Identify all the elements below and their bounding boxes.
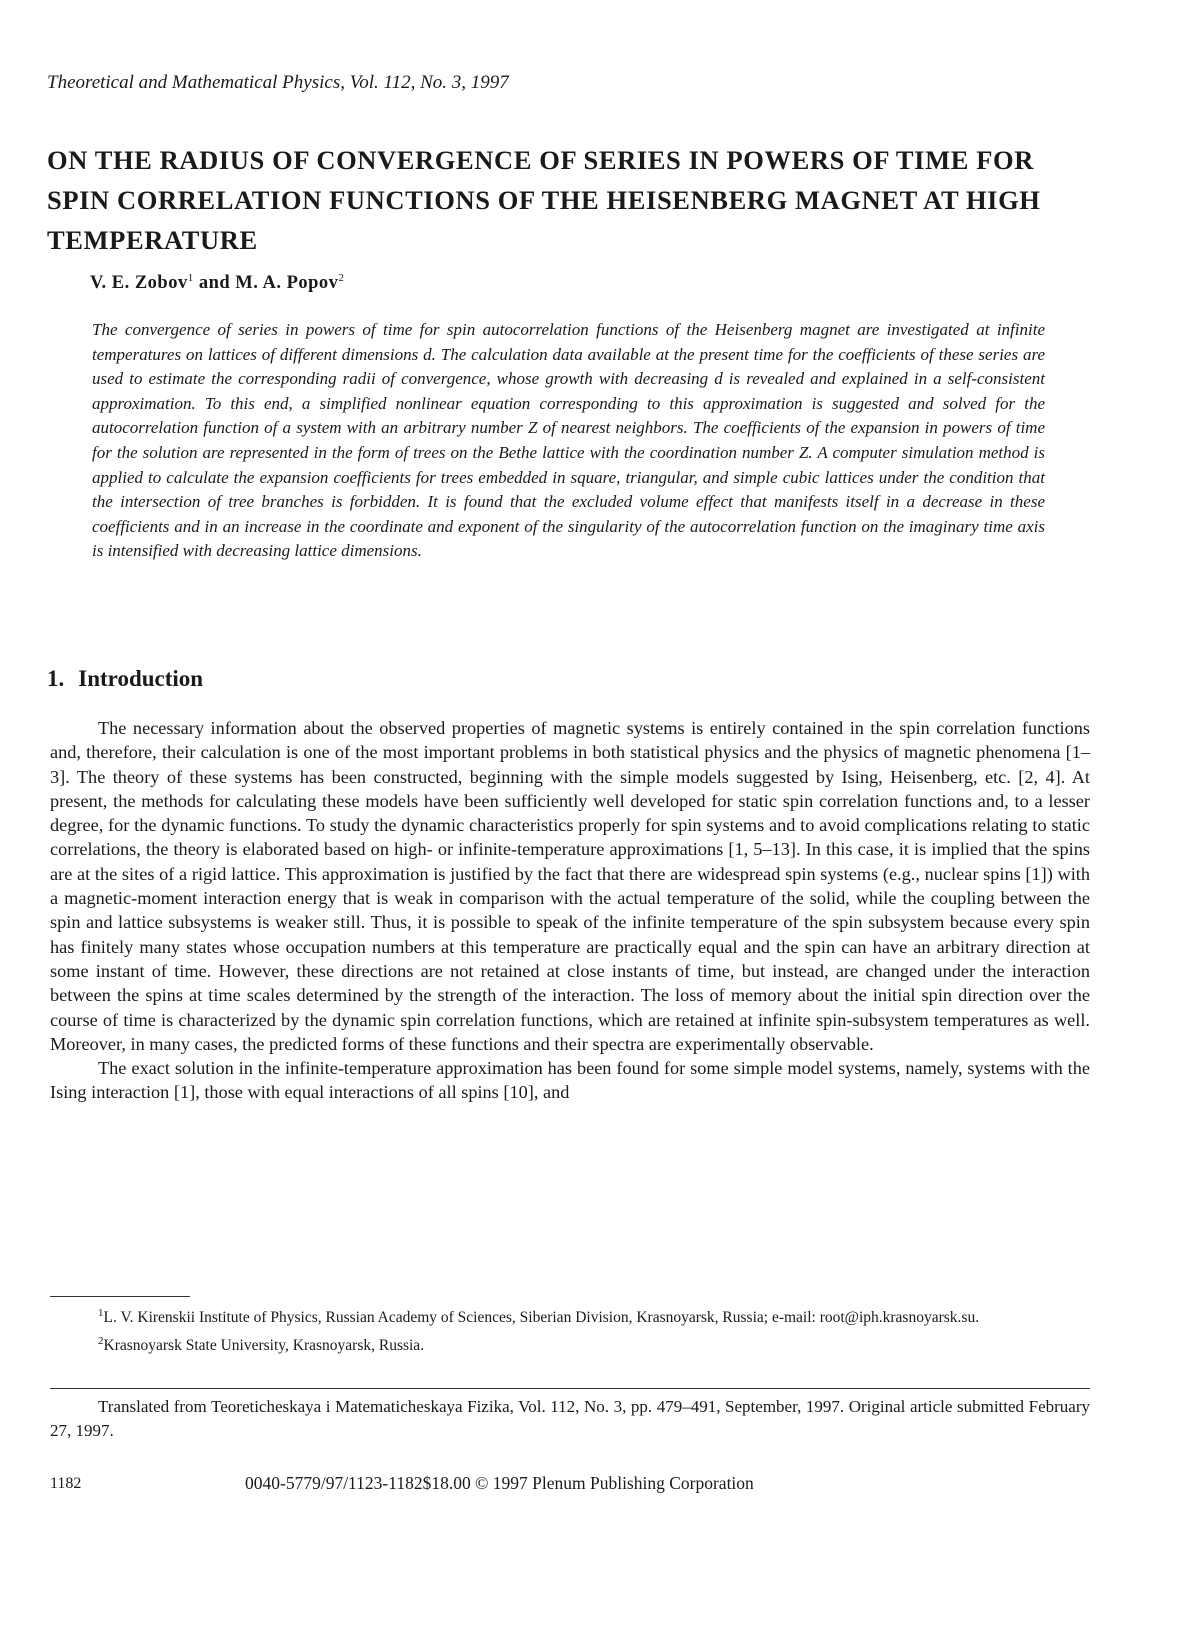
author-2: M. A. Popov (235, 273, 339, 294)
copyright-line: 0040-5779/97/1123-1182$18.00 © 1997 Plenum Publishing Corporation (245, 1473, 754, 1493)
authors-and: and (193, 273, 236, 294)
author-1-mark: 1 (187, 272, 194, 284)
journal-header: Theoretical and Mathematical Physics, Vol. 112, No. 3, 1997 (47, 72, 509, 93)
translation-text: Translated from Teoreticheskaya i Matematicheskaya Fizika, Vol. 112, No. 3, pp. 479–491, September, 1997. Original article submitted February 27, 1997. (50, 1397, 1090, 1440)
section-title: Introduction (78, 666, 204, 691)
footnote (50, 1330, 1090, 1358)
paragraph: The necessary information about the observed properties of magnetic systems is entirely contained in the spin correlation functions and, therefore, their calculation is one of the most important problems in both statistical physics and the physics of magnetic phenomena [1–3]. The theory of these systems has been constructed, beginning with the simple models suggested by Ising, Heisenberg, etc. [2, 4]. At present, the methods for calculating these models have been sufficiently well developed for static spin correlation functions and, to a lesser degree, for the dynamic functions. To study the dynamic characteristics properly for spin systems and to avoid complications relating to static correlations, the theory is elaborated based on high- or infinite-temperature approximations [1, 5–13]. In this case, it is implied that the spins are at the sites of a rigid lattice. This approximation is justified by the fact that there are widespread spin systems (e.g., nuclear spins [1]) with a magnetic-moment interaction energy that is weak in comparison with the actual temperature of the solid, while the coupling between the spin and lattice subsystems is weaker still. Thus, it is possible to speak of the infinite temperature of the spin subsystem because every spin has finitely many states whose occupation numbers at this temperature are practically equal and the spin can have an arbitrary direction at some instant of time. However, these directions are not retained at close instants of time, but instead, are changed under the interaction between the spins at time scales determined by the strength of the interaction. The loss of memory about the initial spin direction over the course of time is characterized by the dynamic spin correlation functions, which are retained at infinite spin-subsystem temperatures as well. Moreover, in many cases, the predicted forms of these functions and their spectra are experimentally observable. (50, 718, 1090, 1054)
footnote-text: Krasnoyarsk State University, Krasnoyarsk, Russia. (103, 1336, 425, 1354)
footnote-rule (50, 1296, 190, 1297)
footnote-text: L. V. Kirenskii Institute of Physics, Russian Academy of Sciences, Siberian Division, Krasnoyarsk, Russia; e-mail: root@iph.krasnoyarsk.su. (103, 1309, 980, 1327)
footnote-mark: 2 (98, 1334, 104, 1347)
section-heading (47, 666, 203, 692)
authors (90, 272, 344, 294)
paper-title: ON THE RADIUS OF CONVERGENCE OF SERIES IN POWERS OF TIME FOR SPIN CORRELATION FUNCTIONS OF THE HEISENBERG MAGNET AT HIGH TEMPERATURE (47, 145, 1041, 255)
footnote-mark: 1 (98, 1307, 104, 1319)
paragraph: The exact solution in the infinite-temperature approximation has been found for some simple model systems, namely, systems with the Ising interaction [1], those with equal interactions of all spins [10], and (50, 1058, 1090, 1103)
section-number: 1. (47, 666, 65, 691)
footnotes (50, 1302, 1090, 1357)
body-text (50, 716, 1090, 1105)
translation-note (50, 1395, 1090, 1443)
abstract: The convergence of series in powers of time for spin autocorrelation functions of the Heisenberg magnet are investigated at infinite temperatures on lattices of different dimensions d. The calculation data available at the present time for the coefficients of these series are used to estimate the corresponding radii of convergence, whose growth with decreasing d is revealed and explained in a self-consistent approximation. To this end, a simplified nonlinear equation corresponding to this approximation is suggested and solved for the autocorrelation function of a system with an arbitrary number Z of nearest neighbors. The coefficients of the expansion in powers of time for the solution are represented in the form of trees on the Bethe lattice with the coordination number Z. A computer simulation method is applied to calculate the expansion coefficients for trees embedded in square, triangular, and simple cubic lattices under the condition that the intersection of tree branches is forbidden. It is found that the excluded volume effect that manifests itself in a decrease in these coefficients and in an increase in the coordinate and exponent of the singularity of the autocorrelation function on the imaginary time axis is intensified with decreasing lattice dimensions. (92, 320, 1045, 561)
page-number: 1182 (50, 1475, 82, 1492)
translation-rule (50, 1388, 1090, 1389)
footnote (50, 1302, 1090, 1330)
author-2-mark: 2 (338, 272, 345, 284)
author-1: V. E. Zobov (90, 273, 188, 294)
